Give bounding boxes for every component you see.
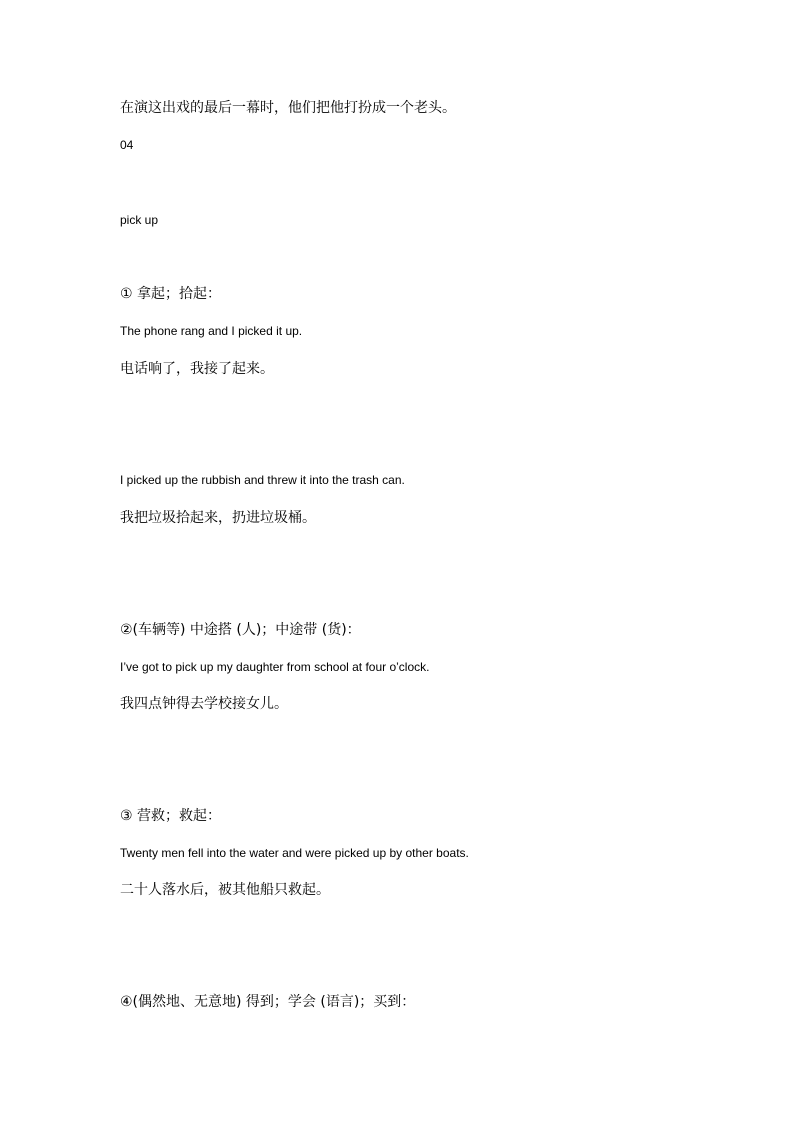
example-en: I picked up the rubbish and threw it into the trash can.	[120, 473, 405, 487]
example-en: The phone rang and I picked it up.	[120, 324, 303, 338]
section-number: 04	[120, 138, 134, 152]
phrase-heading: pick up	[120, 213, 159, 227]
example-zh: 我四点钟得去学校接女儿。	[120, 696, 288, 712]
example-en: Twenty men fell into the water and were picked up by other boats.	[120, 846, 469, 860]
text-line: 在演这出戏的最后一幕时，他们把他打扮成一个老头。	[120, 100, 456, 116]
example-zh: 二十人落水后，被其他船只救起。	[120, 882, 330, 898]
meaning-heading: ③ 营救；救起：	[120, 808, 222, 824]
example-zh: 电话响了，我接了起来。	[120, 361, 274, 377]
example-en: I’ve got to pick up my daughter from school at four o’clock.	[120, 660, 430, 674]
meaning-heading: ②(车辆等) 中途搭 (人)；中途带 (货)：	[120, 622, 361, 638]
meaning-heading: ① 拿起；拾起：	[120, 286, 222, 302]
meaning-heading: ④(偶然地、无意地) 得到；学会 (语言)；买到：	[120, 994, 416, 1010]
example-zh: 我把垃圾拾起来，扔进垃圾桶。	[120, 510, 316, 526]
